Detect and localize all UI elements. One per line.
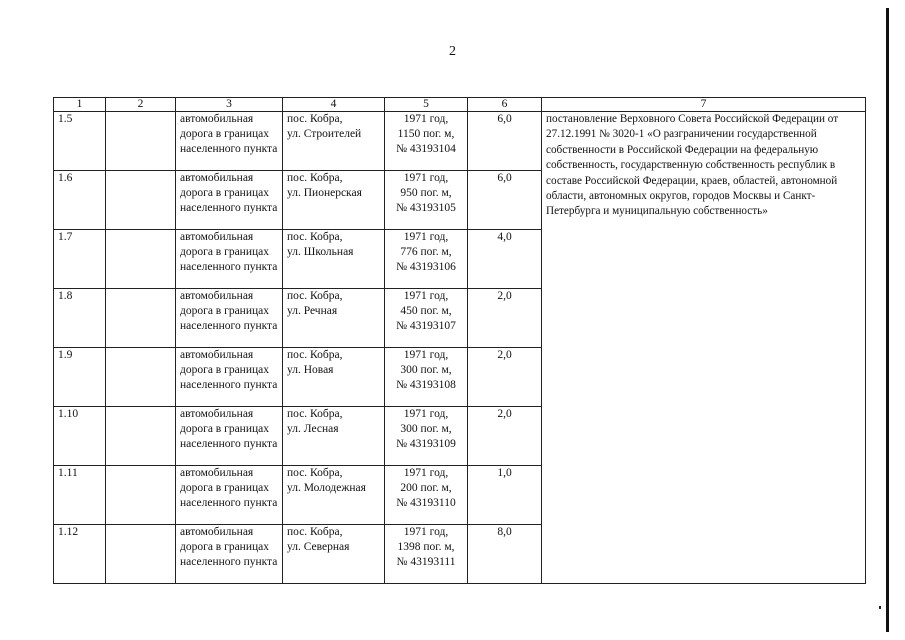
char-inventory: № 43193106 <box>396 261 456 273</box>
column-header-5: 5 <box>385 98 468 112</box>
char-year: 1971 год, <box>403 467 449 479</box>
row-number: 1.10 <box>54 407 106 466</box>
row-col2 <box>106 171 176 230</box>
object-name-text: автомобильная дорога в границах населенного пункта <box>180 172 278 214</box>
address-settlement: пос. Кобра, <box>287 526 343 538</box>
header-row <box>54 98 866 112</box>
address-street: ул. Пионерская <box>287 187 362 199</box>
char-year: 1971 год, <box>403 231 449 243</box>
object-name <box>176 407 283 466</box>
legal-basis: постановление Верховного Совета Российской Федерации от 27.12.1991 № 3020-1 «О разграничении государственной собственности в Российской Федерации на федеральную собственность, государственную собственность республик в составе Российской Федерации, краев, областей, автономной области, автономных округов, городов Москвы и Санкт-Петербурга и муниципальную собственность» <box>542 112 866 584</box>
object-value: 2,0 <box>468 348 542 407</box>
char-length: 776 пог. м, <box>400 246 452 258</box>
object-value: 2,0 <box>468 407 542 466</box>
object-name-text: автомобильная дорога в границах населенного пункта <box>180 349 278 391</box>
column-header-6: 6 <box>468 98 542 112</box>
object-name-text: автомобильная дорога в границах населенного пункта <box>180 526 278 568</box>
char-length: 1150 пог. м, <box>397 128 455 140</box>
object-characteristics <box>385 407 468 466</box>
object-characteristics <box>385 348 468 407</box>
char-inventory: № 43193110 <box>396 497 456 509</box>
char-year: 1971 год, <box>403 290 449 302</box>
address-settlement: пос. Кобра, <box>287 467 343 479</box>
address-street: ул. Строителей <box>287 128 362 140</box>
object-name <box>176 525 283 584</box>
object-address <box>283 348 385 407</box>
char-year: 1971 год, <box>403 526 449 538</box>
object-characteristics <box>385 230 468 289</box>
row-col2 <box>106 407 176 466</box>
column-header-7: 7 <box>542 98 866 112</box>
object-characteristics <box>385 466 468 525</box>
row-col2 <box>106 466 176 525</box>
address-settlement: пос. Кобра, <box>287 113 343 125</box>
object-name-text: автомобильная дорога в границах населенного пункта <box>180 467 278 509</box>
address-settlement: пос. Кобра, <box>287 408 343 420</box>
object-address <box>283 171 385 230</box>
object-address <box>283 289 385 348</box>
address-street: ул. Лесная <box>287 423 339 435</box>
address-street: ул. Школьная <box>287 246 354 258</box>
address-settlement: пос. Кобра, <box>287 231 343 243</box>
char-length: 300 пог. м, <box>400 423 452 435</box>
object-name <box>176 348 283 407</box>
char-inventory: № 43193108 <box>396 379 456 391</box>
address-street: ул. Северная <box>287 541 350 553</box>
scan-speck <box>879 606 881 609</box>
object-address <box>283 230 385 289</box>
object-address <box>283 466 385 525</box>
row-number: 1.8 <box>54 289 106 348</box>
char-inventory: № 43193105 <box>396 202 456 214</box>
object-address <box>283 525 385 584</box>
char-length: 450 пог. м, <box>400 305 452 317</box>
row-number: 1.12 <box>54 525 106 584</box>
object-name-text: автомобильная дорога в границах населенного пункта <box>180 290 278 332</box>
column-header-4: 4 <box>283 98 385 112</box>
address-street: ул. Молодежная <box>287 482 366 494</box>
column-header-3: 3 <box>176 98 283 112</box>
object-name <box>176 289 283 348</box>
object-value: 4,0 <box>468 230 542 289</box>
object-value: 6,0 <box>468 112 542 171</box>
object-name-text: автомобильная дорога в границах населенного пункта <box>180 231 278 273</box>
object-characteristics <box>385 525 468 584</box>
char-length: 300 пог. м, <box>400 364 452 376</box>
column-header-1: 1 <box>54 98 106 112</box>
row-col2 <box>106 289 176 348</box>
char-length: 200 пог. м, <box>400 482 452 494</box>
address-street: ул. Речная <box>287 305 338 317</box>
char-year: 1971 год, <box>403 172 449 184</box>
object-name <box>176 112 283 171</box>
address-settlement: пос. Кобра, <box>287 172 343 184</box>
table-row <box>54 112 866 171</box>
object-name <box>176 230 283 289</box>
object-value: 2,0 <box>468 289 542 348</box>
address-settlement: пос. Кобра, <box>287 290 343 302</box>
scan-edge-bar <box>886 8 889 632</box>
object-name <box>176 466 283 525</box>
char-length: 950 пог. м, <box>400 187 452 199</box>
address-street: ул. Новая <box>287 364 334 376</box>
char-year: 1971 год, <box>403 408 449 420</box>
char-year: 1971 год, <box>403 349 449 361</box>
address-settlement: пос. Кобра, <box>287 349 343 361</box>
char-inventory: № 43193107 <box>396 320 456 332</box>
object-value: 6,0 <box>468 171 542 230</box>
char-inventory: № 43193104 <box>396 143 456 155</box>
row-number: 1.6 <box>54 171 106 230</box>
object-value: 1,0 <box>468 466 542 525</box>
row-col2 <box>106 525 176 584</box>
object-address <box>283 112 385 171</box>
object-address <box>283 407 385 466</box>
row-number: 1.5 <box>54 112 106 171</box>
object-characteristics <box>385 112 468 171</box>
row-number: 1.7 <box>54 230 106 289</box>
page-number: 2 <box>449 44 456 59</box>
row-col2 <box>106 348 176 407</box>
property-registry-table <box>53 97 866 584</box>
object-characteristics <box>385 289 468 348</box>
char-inventory: № 43193111 <box>396 556 456 568</box>
column-header-2: 2 <box>106 98 176 112</box>
char-length: 1398 пог. м, <box>397 541 455 553</box>
row-col2 <box>106 230 176 289</box>
row-col2 <box>106 112 176 171</box>
row-number: 1.9 <box>54 348 106 407</box>
char-year: 1971 год, <box>403 113 449 125</box>
row-number: 1.11 <box>54 466 106 525</box>
char-inventory: № 43193109 <box>396 438 456 450</box>
object-characteristics <box>385 171 468 230</box>
object-name-text: автомобильная дорога в границах населенного пункта <box>180 113 278 155</box>
object-value: 8,0 <box>468 525 542 584</box>
object-name <box>176 171 283 230</box>
object-name-text: автомобильная дорога в границах населенного пункта <box>180 408 278 450</box>
